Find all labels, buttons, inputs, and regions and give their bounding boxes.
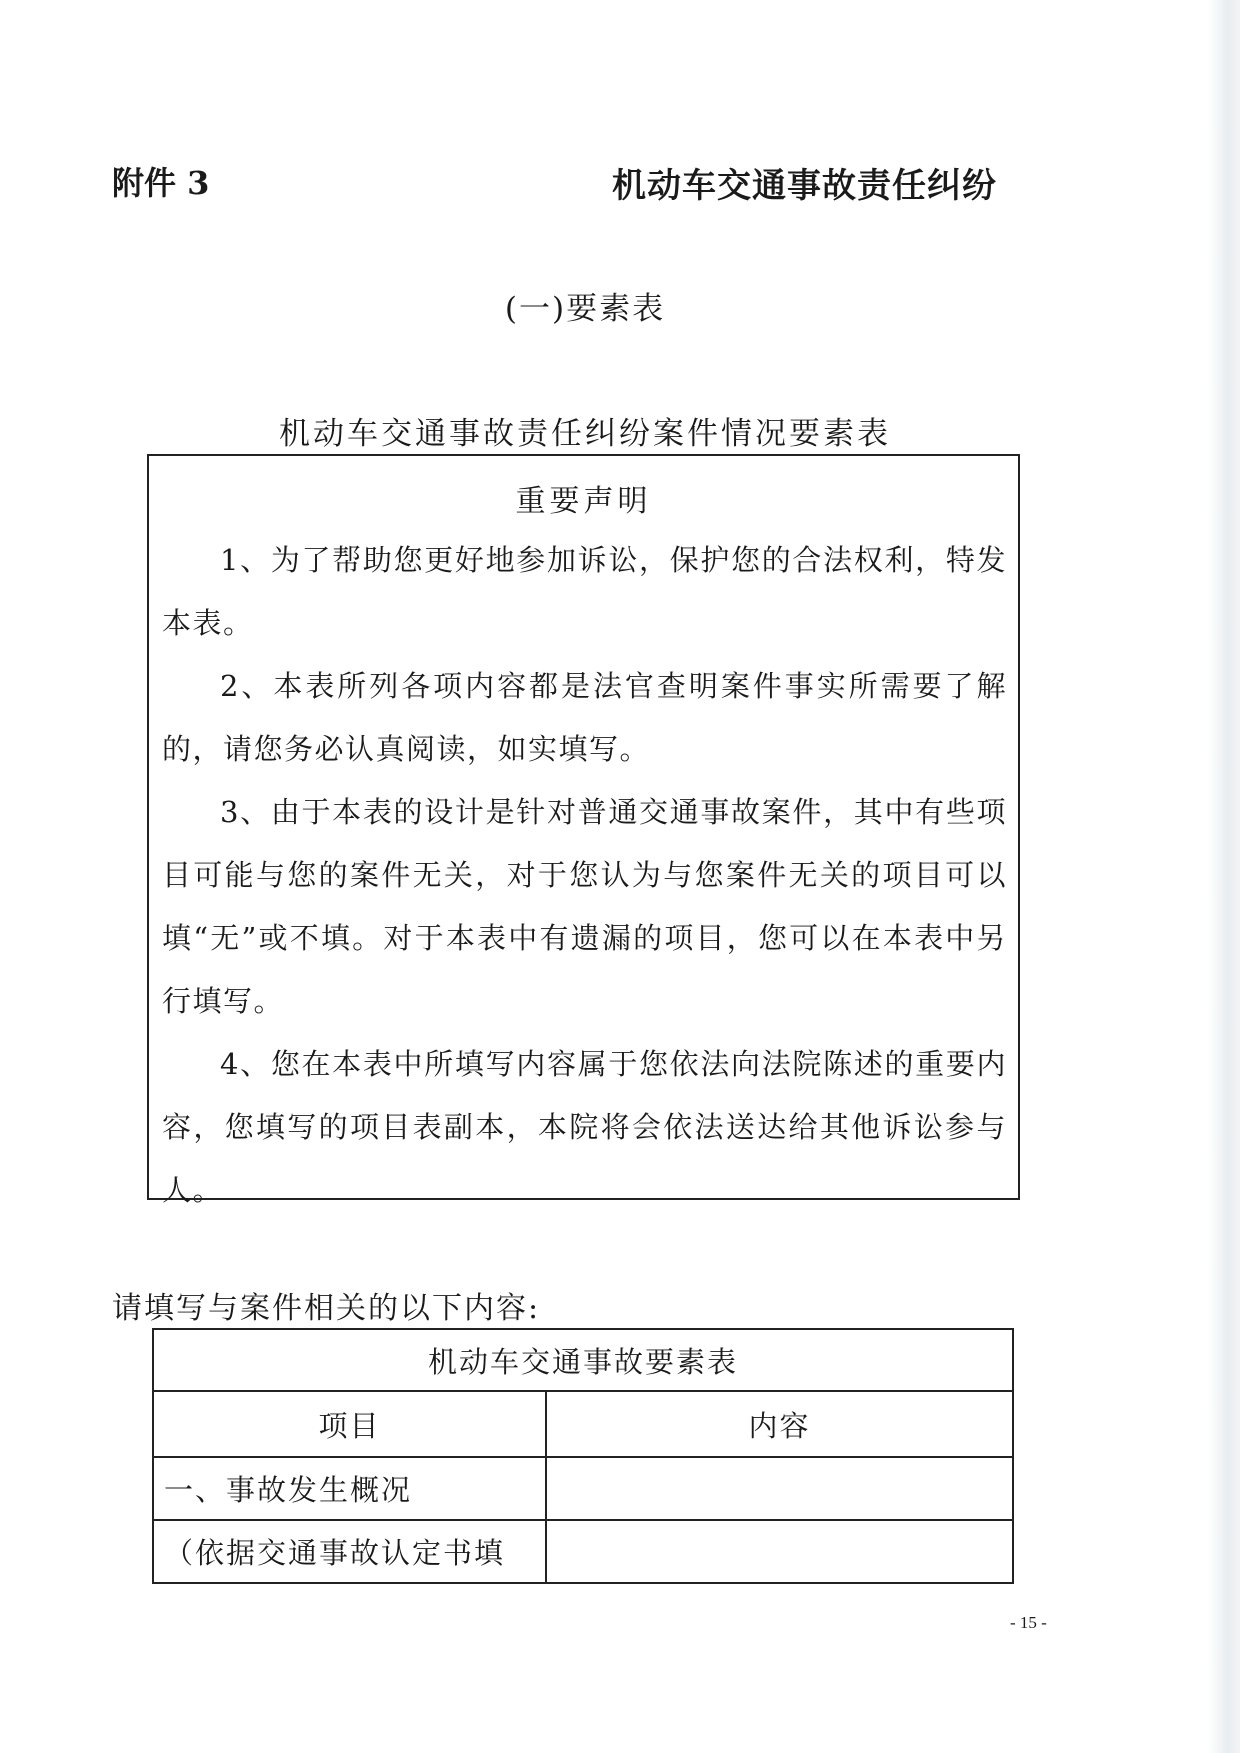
document-title: 机动车交通事故责任纠纷 (612, 166, 997, 206)
table-caption: 机动车交通事故要素表 (153, 1329, 1013, 1391)
table-header-item: 项目 (153, 1391, 546, 1457)
important-notice-box (147, 454, 1020, 1207)
attachment-label: 附件 3 (112, 164, 210, 202)
table-cell-item: 一、事故发生概况 (153, 1457, 546, 1520)
elements-table (152, 1328, 1014, 1584)
notice-paragraph-2: 2、本表所列各项内容都是法官查明案件事实所需要了解的，请您务必认真阅读，如实填写。 (162, 669, 1007, 766)
notice-paragraph-3: 3、由于本表的设计是针对普通交通事故案件，其中有些项目可能与您的案件无关，对于您认为与您案件无关的项目可以填“无”或不填。对于本表中有遗漏的项目，您可以在本表中另行填写。 (162, 795, 1007, 1018)
table-row (153, 1457, 1013, 1520)
document-header (112, 158, 997, 208)
table-cell-content[interactable] (546, 1520, 1013, 1583)
form-title: 机动车交通事故责任纠纷案件情况要素表 (279, 416, 891, 452)
table-cell-content[interactable] (546, 1457, 1013, 1520)
page-number: - 15 - (1010, 1613, 1047, 1632)
table-header-content: 内容 (546, 1391, 1013, 1457)
notice-paragraph-4: 4、您在本表中所填写内容属于您依法向法院陈述的重要内容，您填写的项目表副本，本院将会依法送达给其他诉讼参与人。 (162, 1047, 1007, 1207)
notice-heading: 重要声明 (515, 484, 652, 519)
scan-edge-shading (1208, 0, 1240, 1753)
section-heading: (一)要素表 (504, 291, 666, 327)
notice-paragraph-1: 1、为了帮助您更好地参加诉讼，保护您的合法权利，特发本表。 (162, 543, 1007, 640)
table-row (153, 1520, 1013, 1583)
table-cell-item: （依据交通事故认定书填 (153, 1520, 546, 1583)
fill-instruction: 请填写与案件相关的以下内容: (112, 1291, 541, 1326)
